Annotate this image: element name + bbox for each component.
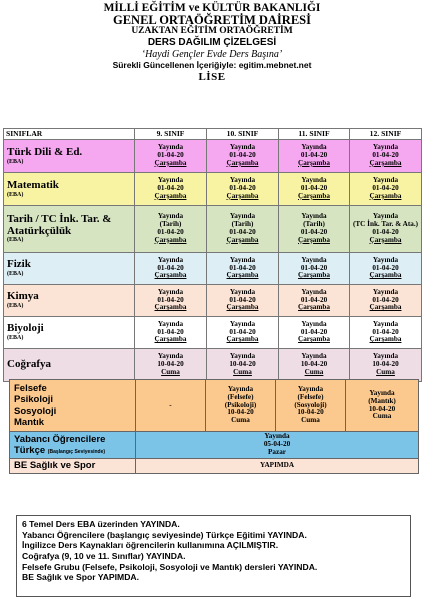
yabanci-row bbox=[10, 432, 419, 459]
schedule-cell bbox=[279, 349, 350, 382]
subject-platform: (EBA) bbox=[7, 335, 24, 342]
schedule-title: DERS DAĞILIM ÇİZELGESİ bbox=[147, 37, 277, 49]
schedule-cell bbox=[350, 285, 422, 317]
schedule-cell-line: Yayında bbox=[229, 352, 256, 361]
subject-platform: (EBA) bbox=[7, 303, 24, 310]
subject-platform: (EBA) bbox=[7, 237, 24, 244]
subject-row bbox=[4, 253, 422, 285]
note-line: 6 Temel Ders EBA üzerinden YAYINDA. bbox=[22, 519, 180, 529]
schedule-cell-line: 01-04-20 bbox=[157, 327, 184, 336]
schedule-cell-line: Çarşamba bbox=[369, 158, 402, 167]
schedule-cell-line: 01-04-20 bbox=[372, 327, 399, 336]
schedule-cell-line: Cuma bbox=[304, 367, 324, 376]
schedule-cell-line: 01-04-20 bbox=[157, 184, 184, 193]
schedule-cell bbox=[135, 253, 207, 285]
schedule-cell-line: Yayında bbox=[229, 255, 256, 264]
be-saglik-spor-label: BE Sağlık ve Spor bbox=[10, 459, 136, 474]
notes-box bbox=[16, 515, 411, 597]
schedule-cell bbox=[279, 317, 350, 349]
subject-label bbox=[4, 285, 135, 317]
schedule-cell-line: 01-04-20 bbox=[157, 295, 184, 304]
website-line: Sürekli Güncellenen İçeriğiyle: egitim.mebnet.net bbox=[112, 60, 312, 71]
schedule-cell-line: Yayında bbox=[372, 176, 399, 185]
subject-name: Biyoloji bbox=[7, 322, 44, 335]
schedule-cell bbox=[207, 206, 279, 253]
note-line: Felsefe Grubu (Felsefe, Psikoloji, Sosyoloji ve Mantık) dersleri YAYINDA. bbox=[22, 561, 318, 572]
schedule-cell-line: Cuma bbox=[161, 367, 180, 376]
schedule-cell-line: Çarşamba bbox=[154, 235, 187, 244]
schedule-cell bbox=[279, 173, 350, 206]
note-line: İngilizce Ders Kaynakları öğrencilerin kullanımına AÇILMIŞTIR. bbox=[22, 540, 279, 551]
schedule-cell-line: Cuma bbox=[376, 367, 395, 376]
schedule-cell-line: Yayında bbox=[301, 319, 327, 328]
yabanci-turkce-cell: Yayında 05-04-20 Pazar bbox=[136, 432, 419, 459]
column-header: 11. SINIF bbox=[279, 129, 350, 140]
schedule-cell-line: Yayında bbox=[157, 352, 184, 361]
schedule-cell bbox=[135, 206, 207, 253]
schedule-cell-line: Yayında bbox=[157, 176, 184, 185]
department-title: GENEL ORTAÖĞRETİM DAİRESİ bbox=[113, 13, 311, 28]
schedule-cell-line: Çarşamba bbox=[226, 335, 259, 344]
schedule-cell-line: Yayında bbox=[301, 287, 327, 296]
column-header: 10. SINIF bbox=[207, 129, 279, 140]
schedule-cell-line: 01-04-20 bbox=[300, 327, 328, 336]
schedule-cell-line: 10-04-20 bbox=[300, 360, 328, 369]
note-line: BE Sağlık ve Spor YAPIMDA. bbox=[22, 572, 140, 583]
schedule-cell bbox=[279, 140, 350, 173]
ministry-title: MİLLİ EĞİTİM ve KÜLTÜR BAKANLIĞI bbox=[103, 2, 321, 14]
subject-label bbox=[4, 173, 135, 206]
felsefe-cell-11: Yayında (Felsefe) (Sosyoloji) 10-04-20 Cuma bbox=[276, 380, 346, 432]
subject-row bbox=[4, 349, 422, 382]
be-row bbox=[10, 459, 419, 474]
schedule-cell-line: 01-04-20 bbox=[300, 295, 328, 304]
schedule-cell-line: (Tarih) bbox=[159, 220, 182, 229]
schedule-cell-line: Çarşamba bbox=[226, 191, 259, 200]
schedule-cell-line: Yayında bbox=[301, 212, 327, 221]
schedule-cell-line: Çarşamba bbox=[298, 235, 330, 244]
schedule-cell-line: 01-04-20 bbox=[372, 228, 399, 236]
schedule-cell bbox=[207, 253, 279, 285]
schedule-cell-line: Çarşamba bbox=[226, 158, 259, 167]
schedule-cell-line: 01-04-20 bbox=[229, 228, 256, 236]
schedule-cell-line: Çarşamba bbox=[154, 335, 187, 344]
schedule-cell-line: Çarşamba bbox=[298, 191, 330, 200]
subject-platform: (EBA) bbox=[7, 271, 24, 278]
subject-name: Coğrafya bbox=[7, 358, 51, 371]
schedule-cell-line: Çarşamba bbox=[154, 271, 187, 280]
schedule-cell-line: Çarşamba bbox=[369, 271, 402, 280]
yabanci-turkce-label: Yabancı Öğrencilere Türkçe (Başlangıç Seviyesinde) bbox=[10, 432, 136, 459]
schedule-cell-line: (Tarih) bbox=[303, 220, 325, 229]
schedule-cell-line: Yayında bbox=[372, 143, 399, 152]
schedule-cell-line: 01-04-20 bbox=[372, 184, 399, 193]
elective-table bbox=[9, 379, 419, 474]
schedule-cell-line: Çarşamba bbox=[226, 303, 259, 312]
felsefe-group-label: Felsefe Psikoloji Sosyoloji Mantık bbox=[10, 380, 136, 432]
table-header-row bbox=[4, 129, 422, 140]
schedule-cell-line: Yayında bbox=[301, 143, 327, 152]
subject-platform: (EBA) bbox=[7, 158, 24, 165]
column-header: 9. SINIF bbox=[135, 129, 207, 140]
schedule-cell bbox=[350, 173, 422, 206]
schedule-cell bbox=[350, 206, 422, 253]
schedule-cell-line: 01-04-20 bbox=[300, 263, 328, 272]
schedule-cell-line: Çarşamba bbox=[298, 271, 330, 280]
schedule-cell-line: 01-04-20 bbox=[372, 151, 399, 160]
felsefe-row bbox=[10, 380, 419, 432]
distance-education-title: UZAKTAN EĞİTİM ORTAÖĞRETİM bbox=[131, 26, 293, 37]
schedule-cell-line: 10-04-20 bbox=[157, 360, 184, 369]
schedule-cell bbox=[350, 140, 422, 173]
schedule-cell bbox=[207, 317, 279, 349]
schedule-cell-line: Çarşamba bbox=[154, 303, 187, 312]
subject-name: Matematik bbox=[7, 178, 59, 191]
schedule-cell-line: Çarşamba bbox=[369, 335, 402, 344]
schedule-cell-line: Yayında bbox=[229, 176, 256, 185]
subject-label bbox=[4, 349, 135, 382]
schedule-cell bbox=[207, 285, 279, 317]
schedule-cell bbox=[207, 173, 279, 206]
schedule-cell-line: Çarşamba bbox=[226, 271, 259, 280]
subject-label bbox=[4, 206, 135, 253]
schedule-cell-line: (TC İnk. Tar. & Ata.) bbox=[352, 220, 419, 229]
column-header: 12. SINIF bbox=[350, 129, 422, 140]
schedule-cell bbox=[350, 349, 422, 382]
schedule-cell-line: 01-04-20 bbox=[229, 184, 256, 193]
schedule-cell-line: Yayında bbox=[372, 352, 399, 361]
schedule-cell-line: Yayında bbox=[157, 212, 184, 221]
schedule-cell-line: Cuma bbox=[233, 367, 252, 376]
subject-row bbox=[4, 140, 422, 173]
schedule-cell bbox=[350, 253, 422, 285]
felsefe-cell-12: Yayında (Mantık) 10-04-20 Cuma bbox=[346, 380, 419, 432]
schedule-cell-line: 01-04-20 bbox=[229, 327, 256, 336]
schedule-cell-line: Yayında bbox=[229, 212, 256, 221]
schedule-cell-line: Çarşamba bbox=[154, 158, 187, 167]
schedule-cell-line: Yayında bbox=[229, 143, 256, 152]
schedule-cell-line: Yayında bbox=[372, 287, 399, 296]
schedule-cell-line: Yayında bbox=[301, 255, 327, 264]
classes-header: SINIFLAR bbox=[4, 129, 135, 140]
schedule-cell-line: Yayında bbox=[301, 352, 327, 361]
level-title: LİSE bbox=[198, 71, 226, 84]
schedule-cell-line: 01-04-20 bbox=[372, 295, 399, 304]
note-line: Yabancı Öğrencilere (başlangıç seviyesinde) Türkçe Eğitimi YAYINDA. bbox=[22, 529, 307, 540]
schedule-cell-line: Çarşamba bbox=[298, 303, 330, 312]
schedule-cell-line: (Tarih) bbox=[231, 220, 254, 229]
schedule-table bbox=[3, 128, 422, 382]
schedule-cell-line: Yayında bbox=[229, 319, 256, 328]
schedule-cell-line: Yayında bbox=[157, 143, 184, 152]
schedule-cell-line: 01-04-20 bbox=[157, 151, 184, 160]
subject-name: Tarih / TC İnk. Tar. & Atatürkçülük bbox=[7, 213, 112, 237]
schedule-cell bbox=[207, 140, 279, 173]
schedule-cell-line: 01-04-20 bbox=[372, 263, 399, 272]
subject-platform: (EBA) bbox=[7, 191, 24, 198]
schedule-cell-line: Çarşamba bbox=[298, 158, 330, 167]
schedule-cell bbox=[135, 285, 207, 317]
schedule-cell bbox=[207, 349, 279, 382]
schedule-cell bbox=[279, 285, 350, 317]
schedule-cell-line: 01-04-20 bbox=[229, 263, 256, 272]
schedule-cell-line: 01-04-20 bbox=[300, 228, 328, 236]
schedule-cell-line: 01-04-20 bbox=[229, 295, 256, 304]
be-saglik-spor-cell: YAPIMDA bbox=[136, 459, 419, 474]
schedule-cell-line: Çarşamba bbox=[154, 191, 187, 200]
note-line: Coğrafya (9, 10 ve 11. Sınıflar) YAYINDA. bbox=[22, 550, 186, 561]
schedule-cell-line: Yayında bbox=[372, 319, 399, 328]
page-header bbox=[0, 2, 424, 84]
schedule-cell-line: Çarşamba bbox=[369, 303, 402, 312]
schedule-cell-line: 01-04-20 bbox=[229, 151, 256, 160]
schedule-cell bbox=[135, 317, 207, 349]
subject-row bbox=[4, 285, 422, 317]
schedule-cell bbox=[279, 253, 350, 285]
schedule-cell-line: 01-04-20 bbox=[300, 184, 328, 193]
schedule-cell-line: Yayında bbox=[157, 255, 184, 264]
subject-row bbox=[4, 317, 422, 349]
felsefe-cell-10: Yayında (Felsefe) (Psikoloji) 10-04-20 Cuma bbox=[206, 380, 276, 432]
subject-label bbox=[4, 317, 135, 349]
schedule-cell bbox=[135, 140, 207, 173]
schedule-cell bbox=[350, 317, 422, 349]
schedule-cell-line: Çarşamba bbox=[369, 191, 402, 200]
subject-name: Kimya bbox=[7, 290, 39, 303]
subject-label bbox=[4, 140, 135, 173]
schedule-cell-line: 10-04-20 bbox=[372, 360, 399, 369]
schedule-cell-line: Yayında bbox=[301, 176, 327, 185]
subject-label bbox=[4, 253, 135, 285]
schedule-cell bbox=[135, 349, 207, 382]
schedule-cell-line: Yayında bbox=[229, 287, 256, 296]
subject-row bbox=[4, 206, 422, 253]
schedule-cell-line: 01-04-20 bbox=[300, 151, 328, 160]
schedule-cell-line: Yayında bbox=[372, 255, 399, 264]
schedule-cell-line: Çarşamba bbox=[226, 235, 259, 244]
schedule-cell-line: Yayında bbox=[372, 212, 399, 221]
schedule-cell-line: 01-04-20 bbox=[157, 263, 184, 272]
subject-name: Türk Dili & Ed. bbox=[7, 145, 83, 158]
subject-row bbox=[4, 173, 422, 206]
schedule-cell-line: Çarşamba bbox=[298, 335, 330, 344]
schedule-cell-line: Çarşamba bbox=[369, 235, 402, 244]
schedule-cell-line: Yayında bbox=[157, 287, 184, 296]
schedule-cell bbox=[279, 206, 350, 253]
schedule-cell-line: 01-04-20 bbox=[157, 228, 184, 236]
slogan: ‘Haydi Gençler Evde Ders Başına’ bbox=[141, 48, 283, 60]
subject-name: Fizik bbox=[7, 258, 31, 271]
schedule-cell bbox=[135, 173, 207, 206]
felsefe-cell-9: - bbox=[136, 380, 206, 432]
schedule-cell-line: 10-04-20 bbox=[229, 360, 256, 369]
schedule-cell-line: Yayında bbox=[157, 319, 184, 328]
